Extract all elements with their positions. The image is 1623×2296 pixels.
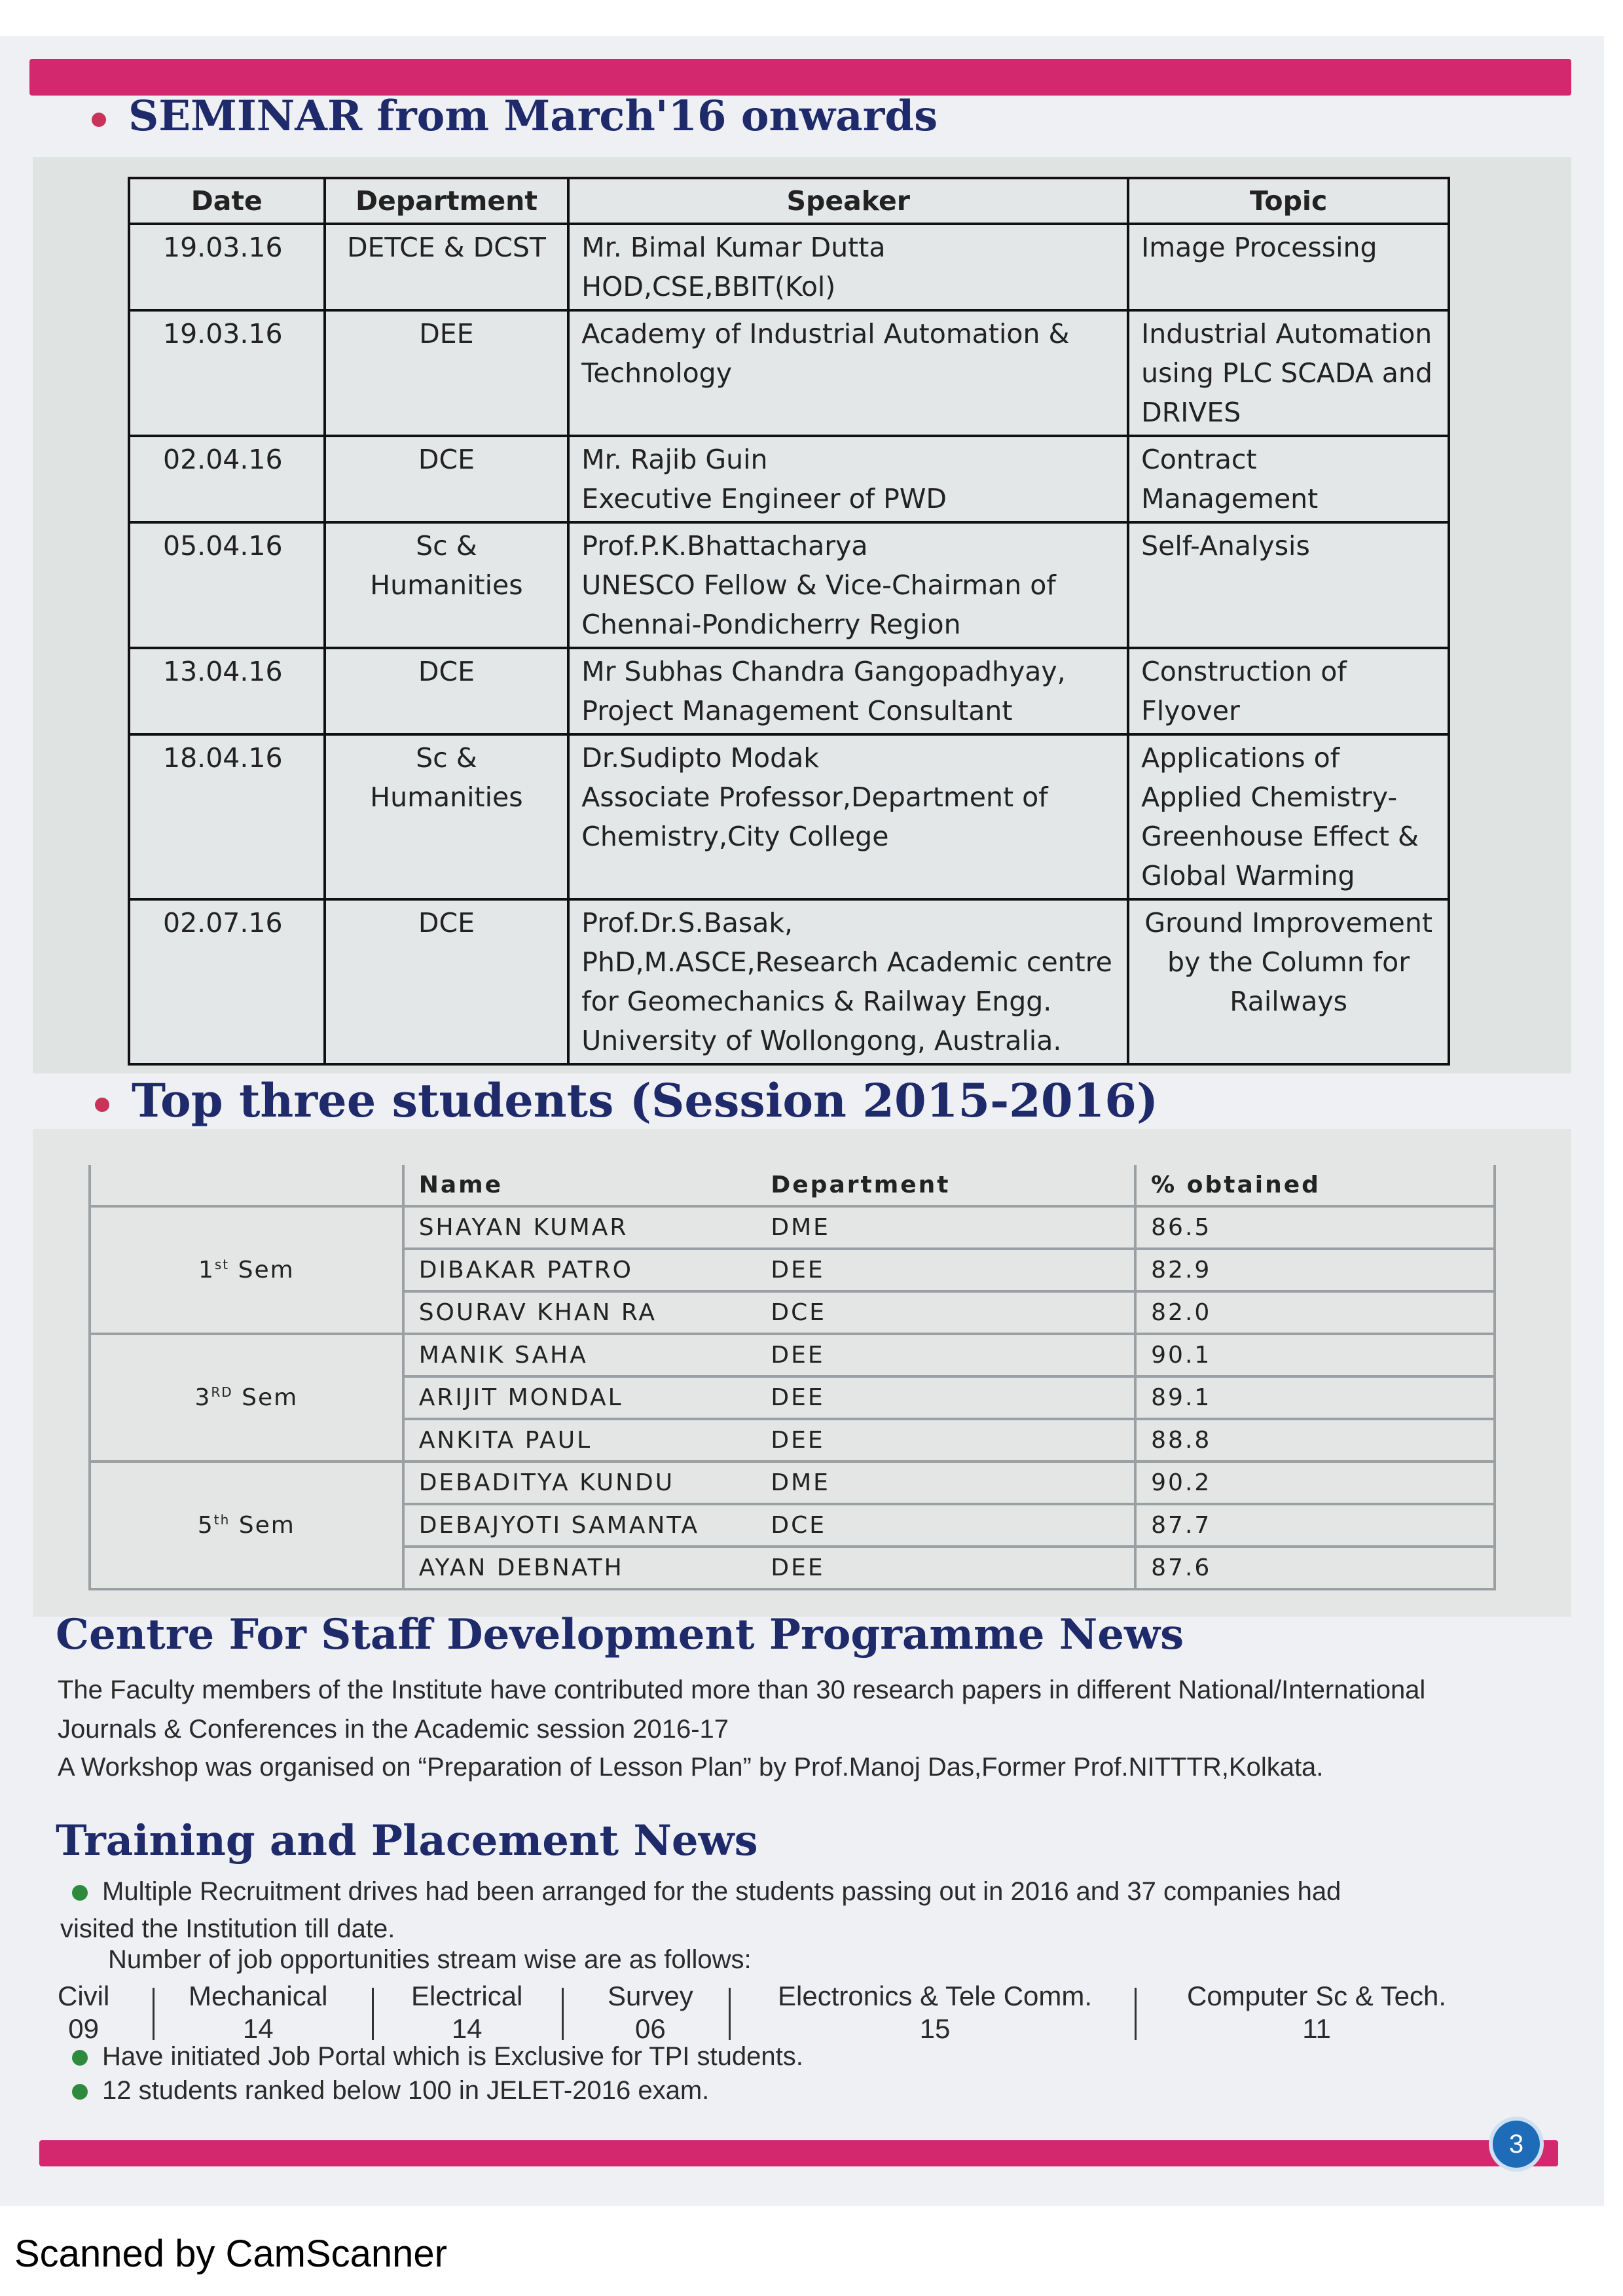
- topic-line: DRIVES: [1141, 397, 1241, 428]
- stream-computer: Computer Sc & Tech. 11: [1187, 1981, 1447, 2044]
- topic-line: Applied Chemistry-: [1141, 781, 1398, 813]
- sem-suffix: RD: [211, 1384, 233, 1400]
- seminar-speaker: [568, 899, 1128, 1064]
- seminar-date: 18.04.16: [129, 734, 325, 899]
- student-department: DME: [756, 1206, 1135, 1249]
- seminar-topic: [1128, 648, 1449, 734]
- page-number-badge: 3: [1493, 2121, 1540, 2168]
- placement-bullet-3: 12 students ranked below 100 in JELET-2016 exam.: [72, 2076, 709, 2106]
- student-percent: 82.0: [1135, 1291, 1495, 1334]
- topic-line: by the Column for: [1167, 946, 1410, 978]
- seminar-department: DCE: [325, 899, 569, 1064]
- stream-separator: [1135, 1988, 1137, 2040]
- header-name: Name: [403, 1165, 757, 1206]
- stream-separator: [372, 1988, 374, 2040]
- placement-bullet-1: Multiple Recruitment drives had been arranged for the students passing out in 2016 and 37 companies had: [72, 1877, 1341, 1907]
- student-name: AYAN DEBNATH: [403, 1547, 757, 1589]
- student-percent: 87.7: [1135, 1504, 1495, 1547]
- speaker-line: Project Management Consultant: [581, 695, 1013, 726]
- topic-line: Greenhouse Effect &: [1141, 821, 1419, 852]
- header-topic: Topic: [1128, 178, 1449, 224]
- students-table: [88, 1165, 1496, 1590]
- staff-dev-heading: Centre For Staff Development Programme News: [56, 1610, 1184, 1659]
- seminar-department: DETCE & DCST: [325, 224, 569, 310]
- topic-line: using PLC SCADA and: [1141, 357, 1432, 389]
- seminar-speaker: [568, 310, 1128, 436]
- students-header-row: [90, 1165, 1495, 1206]
- student-name: SHAYAN KUMAR: [403, 1206, 757, 1249]
- student-percent: 87.6: [1135, 1547, 1495, 1589]
- seminar-date: 19.03.16: [129, 224, 325, 310]
- topic-line: Management: [1141, 483, 1319, 514]
- seminar-date: 02.07.16: [129, 899, 325, 1064]
- student-department: DME: [756, 1462, 1135, 1504]
- seminar-department: DCE: [325, 648, 569, 734]
- student-department: DEE: [756, 1547, 1135, 1589]
- bullet-icon: [92, 113, 106, 127]
- student-name: ANKITA PAUL: [403, 1419, 757, 1462]
- speaker-line: Prof.Dr.S.Basak,: [581, 907, 793, 939]
- student-percent: 90.2: [1135, 1462, 1495, 1504]
- header-department: Department: [756, 1165, 1135, 1206]
- topic-line: Contract: [1141, 444, 1257, 475]
- streams-intro: Number of job opportunities stream wise are as follows:: [108, 1945, 752, 1974]
- seminar-speaker: [568, 436, 1128, 522]
- header-speaker: Speaker: [568, 178, 1128, 224]
- seminar-topic: [1128, 224, 1449, 310]
- header-department: Department: [325, 178, 569, 224]
- seminar-date: 05.04.16: [129, 522, 325, 648]
- bullet-icon: [72, 1885, 88, 1901]
- speaker-line: University of Wollongong, Australia.: [581, 1025, 1062, 1056]
- seminar-date: 02.04.16: [129, 436, 325, 522]
- sem-suffix: st: [214, 1257, 230, 1272]
- speaker-line: HOD,CSE,BBIT(Kol): [581, 271, 836, 302]
- seminar-row: [129, 436, 1449, 522]
- seminar-speaker: [568, 522, 1128, 648]
- student-department: DEE: [756, 1334, 1135, 1376]
- speaker-line: Dr.Sudipto Modak: [581, 742, 819, 774]
- speaker-line: Academy of Industrial Automation &: [581, 318, 1070, 350]
- speaker-line: Chennai-Pondicherry Region: [581, 609, 961, 640]
- scanner-footer: Scanned by CamScanner: [14, 2233, 447, 2275]
- student-name: MANIK SAHA: [403, 1334, 757, 1376]
- seminar-topic: [1128, 522, 1449, 648]
- bullet-icon: [72, 2050, 88, 2066]
- student-percent: 90.1: [1135, 1334, 1495, 1376]
- seminar-row: [129, 734, 1449, 899]
- seminar-speaker: [568, 648, 1128, 734]
- stream-separator: [153, 1988, 155, 2040]
- speaker-line: Technology: [581, 357, 732, 389]
- seminar-department: Sc & Humanities: [325, 522, 569, 648]
- staff-dev-line-2: Journals & Conferences in the Academic session 2016-17: [58, 1715, 729, 1744]
- staff-dev-line-1: The Faculty members of the Institute have contributed more than 30 research papers in different National/International: [58, 1676, 1426, 1704]
- speaker-line: Mr. Rajib Guin: [581, 444, 768, 475]
- sem-word: Sem: [238, 1512, 295, 1539]
- topic-line: Construction of: [1141, 656, 1347, 687]
- student-department: DCE: [756, 1504, 1135, 1547]
- semester-label: [90, 1206, 403, 1334]
- student-name: DEBAJYOTI SAMANTA: [403, 1504, 757, 1547]
- seminar-department: DEE: [325, 310, 569, 436]
- topic-line: Industrial Automation: [1141, 318, 1432, 350]
- speaker-line: PhD,M.ASCE,Research Academic centre: [581, 946, 1112, 978]
- placement-bullet-1-cont: visited the Institution till date.: [60, 1914, 395, 1943]
- seminar-date: 13.04.16: [129, 648, 325, 734]
- header-percent: % obtained: [1135, 1165, 1495, 1206]
- speaker-line: Executive Engineer of PWD: [581, 483, 947, 514]
- sem-word: Sem: [242, 1384, 299, 1411]
- seminar-department: DCE: [325, 436, 569, 522]
- stream-mechanical: Mechanical 14: [189, 1981, 328, 2044]
- bottom-decorative-band: [39, 2140, 1558, 2166]
- topic-line: Flyover: [1141, 695, 1240, 726]
- seminar-date: 19.03.16: [129, 310, 325, 436]
- stream-separator: [562, 1988, 564, 2040]
- seminar-row: [129, 899, 1449, 1064]
- bullet-icon: [95, 1098, 109, 1112]
- student-department: DEE: [756, 1419, 1135, 1462]
- student-name: DEBADITYA KUNDU: [403, 1462, 757, 1504]
- placement-bullet-2: Have initiated Job Portal which is Exclusive for TPI students.: [72, 2042, 803, 2072]
- speaker-line: Mr Subhas Chandra Gangopadhyay,: [581, 656, 1066, 687]
- speaker-line: Chemistry,City College: [581, 821, 889, 852]
- student-department: DCE: [756, 1291, 1135, 1334]
- sem-number: 1: [198, 1257, 215, 1283]
- students-body: [90, 1206, 1495, 1589]
- speaker-line: Mr. Bimal Kumar Dutta: [581, 232, 886, 263]
- topic-line: Self-Analysis: [1141, 530, 1310, 562]
- student-department: DEE: [756, 1376, 1135, 1419]
- seminar-topic: [1128, 734, 1449, 899]
- speaker-line: Associate Professor,Department of: [581, 781, 1048, 813]
- semester-label: [90, 1462, 403, 1589]
- topic-line: Global Warming: [1141, 860, 1355, 891]
- seminar-row: [129, 224, 1449, 310]
- topic-line: Applications of: [1141, 742, 1340, 774]
- topic-line: Image Processing: [1141, 232, 1377, 263]
- streams-row: [58, 1980, 1472, 2045]
- students-heading: Top three students (Session 2015-2016): [95, 1073, 1158, 1128]
- student-percent: 88.8: [1135, 1419, 1495, 1462]
- stream-civil: Civil 09: [58, 1981, 110, 2044]
- student-name: SOURAV KHAN RA: [403, 1291, 757, 1334]
- top-decorative-band: [29, 59, 1571, 96]
- speaker-line: Prof.P.K.Bhattacharya: [581, 530, 868, 562]
- staff-dev-line-3: A Workshop was organised on “Preparation of Lesson Plan” by Prof.Manoj Das,Former Prof.NITTTR,Kolkata.: [58, 1753, 1324, 1782]
- seminar-speaker: [568, 224, 1128, 310]
- stream-electronics: Electronics & Tele Comm. 15: [778, 1981, 1093, 2044]
- student-name: DIBAKAR PATRO: [403, 1249, 757, 1291]
- sem-number: 3: [194, 1384, 211, 1411]
- header-sem: [90, 1165, 403, 1206]
- placement-heading: Training and Placement News: [56, 1816, 758, 1865]
- sem-number: 5: [197, 1512, 214, 1539]
- student-row: [90, 1462, 1495, 1504]
- student-percent: 82.9: [1135, 1249, 1495, 1291]
- topic-line: Railways: [1230, 986, 1347, 1017]
- student-percent: 86.5: [1135, 1206, 1495, 1249]
- seminar-topic: [1128, 310, 1449, 436]
- student-department: DEE: [756, 1249, 1135, 1291]
- sem-word: Sem: [238, 1257, 295, 1283]
- seminar-topic: [1128, 436, 1449, 522]
- speaker-line: UNESCO Fellow & Vice-Chairman of: [581, 569, 1056, 601]
- semester-label: [90, 1334, 403, 1462]
- stream-separator: [729, 1988, 731, 2040]
- seminar-topic: [1128, 899, 1449, 1064]
- sem-suffix: th: [213, 1512, 230, 1528]
- seminar-row: [129, 648, 1449, 734]
- bullet-icon: [72, 2084, 88, 2100]
- student-name: ARIJIT MONDAL: [403, 1376, 757, 1419]
- speaker-line: for Geomechanics & Railway Engg.: [581, 986, 1052, 1017]
- stream-electrical: Electrical 14: [411, 1981, 523, 2044]
- seminar-row: [129, 310, 1449, 436]
- seminar-heading: SEMINAR from March'16 onwards: [92, 92, 938, 141]
- student-row: [90, 1334, 1495, 1376]
- seminar-row: [129, 522, 1449, 648]
- topic-line: Ground Improvement: [1144, 907, 1432, 939]
- seminar-table: [128, 177, 1450, 1066]
- seminar-department: Sc & Humanities: [325, 734, 569, 899]
- seminar-speaker: [568, 734, 1128, 899]
- header-date: Date: [129, 178, 325, 224]
- student-row: [90, 1206, 1495, 1249]
- student-percent: 89.1: [1135, 1376, 1495, 1419]
- seminar-body: [129, 224, 1449, 1064]
- stream-survey: Survey 06: [608, 1981, 693, 2044]
- seminar-header-row: [129, 178, 1449, 224]
